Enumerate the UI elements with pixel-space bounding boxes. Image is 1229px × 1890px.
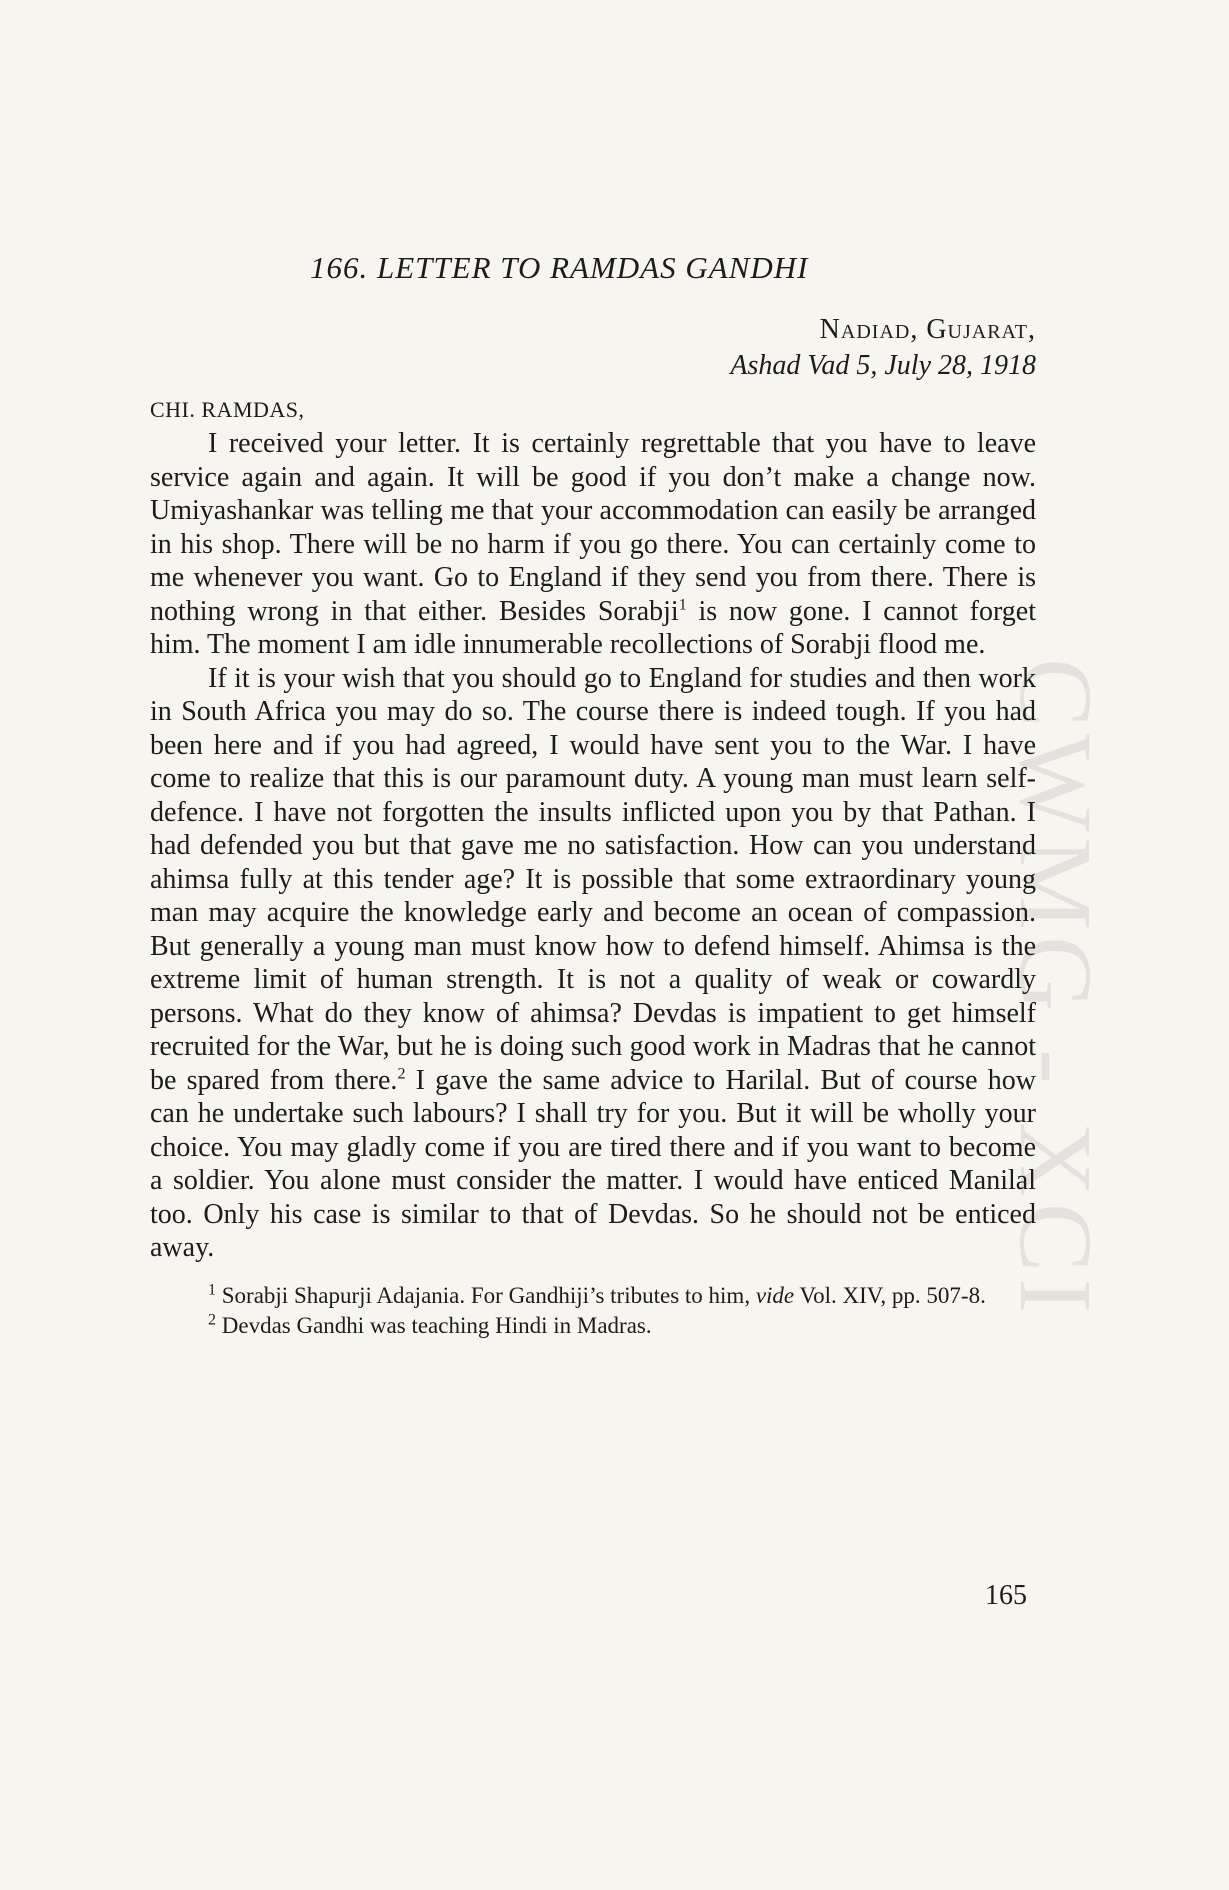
watermark-text: CWMG - XCI (997, 657, 1113, 1319)
paragraph-2-text-a: If it is your wish that you should go to England for studies and then work in South Africa you may do so. The course there is indeed tough. If you had been here and if you had agreed, I would have sent you to the War. I have come to realize that this is our paramount duty. A young man must learn self-defence. I have not forgotten the insults inflicted upon you by that Pathan. I had defended you but that gave me no satisfaction. How can you understand ahimsa fully at this tender age? It is possible that some extraordinary young man may acquire the knowledge early and become an ocean of compassion. But generally a young man must know how to defend himself. Ahimsa is the extreme limit of human strength. It is not a quality of weak or cowardly persons. What do they know of ahimsa? Devdas is impatient to get himself recruited for the War, but he is doing such good work in Madras that he cannot be spared from there. (150, 662, 1036, 1096)
footnotes (150, 1281, 1036, 1341)
salutation: CHI. RAMDAS, (150, 397, 305, 422)
paragraph-1 (150, 427, 1036, 662)
paragraph-1-text-b: is now gone. I cannot forget him. The moment I am idle innumerable recollections of Sorabji flood me. (150, 595, 1036, 660)
document-title: 166. LETTER TO RAMDAS GANDHI (310, 250, 809, 285)
letter-date: Ashad Vad 5, July 28, 1918 (730, 350, 1036, 381)
footnote-1-vide: vide (755, 1282, 795, 1308)
footnote-2-text: Devdas Gandhi was teaching Hindi in Madras. (216, 1312, 652, 1338)
footnote-1-text-b: Vol. XIV, pp. 507-8. (794, 1282, 986, 1308)
footnote-1-mark: 1 (208, 1280, 216, 1298)
footnote-1 (150, 1281, 1036, 1311)
page-content (150, 250, 1036, 1341)
footnote-2-mark: 2 (208, 1310, 216, 1328)
paragraph-2 (150, 662, 1036, 1265)
letter-body (150, 427, 1036, 1265)
footnote-ref-2: 2 (397, 1065, 406, 1083)
place-date-block (150, 312, 1036, 384)
paragraph-2-text-b: I gave the same advice to Harilal. But of course how can he undertake such labours? I shall try for you. But it will be wholly your choice. You may gladly come if you are tired there and if you want to become a soldier. You alone must consider the matter. I would have enticed Manilal too. Only his case is similar to that of Devdas. So he should not be enticed away. (150, 1064, 1037, 1263)
footnote-2 (150, 1311, 1036, 1341)
paragraph-1-text-a: I received your letter. It is certainly regrettable that you have to leave service again and again. It will be good if you don’t make a change now. Umiyashankar was telling me that your accommodation can easily be arranged in his shop. There will be no harm if you go there. You can certainly come to me whenever you want. Go to England if they send you from there. There is nothing wrong in that either. Besides Sorabji (150, 428, 1036, 627)
letter-place: Nadiad, Gujarat, (819, 314, 1036, 345)
footnote-ref-1: 1 (678, 596, 687, 614)
page-number: 165 (985, 1580, 1027, 1611)
footnote-1-text-a: Sorabji Shapurji Adajania. For Gandhiji’s tributes to him, (216, 1282, 756, 1308)
